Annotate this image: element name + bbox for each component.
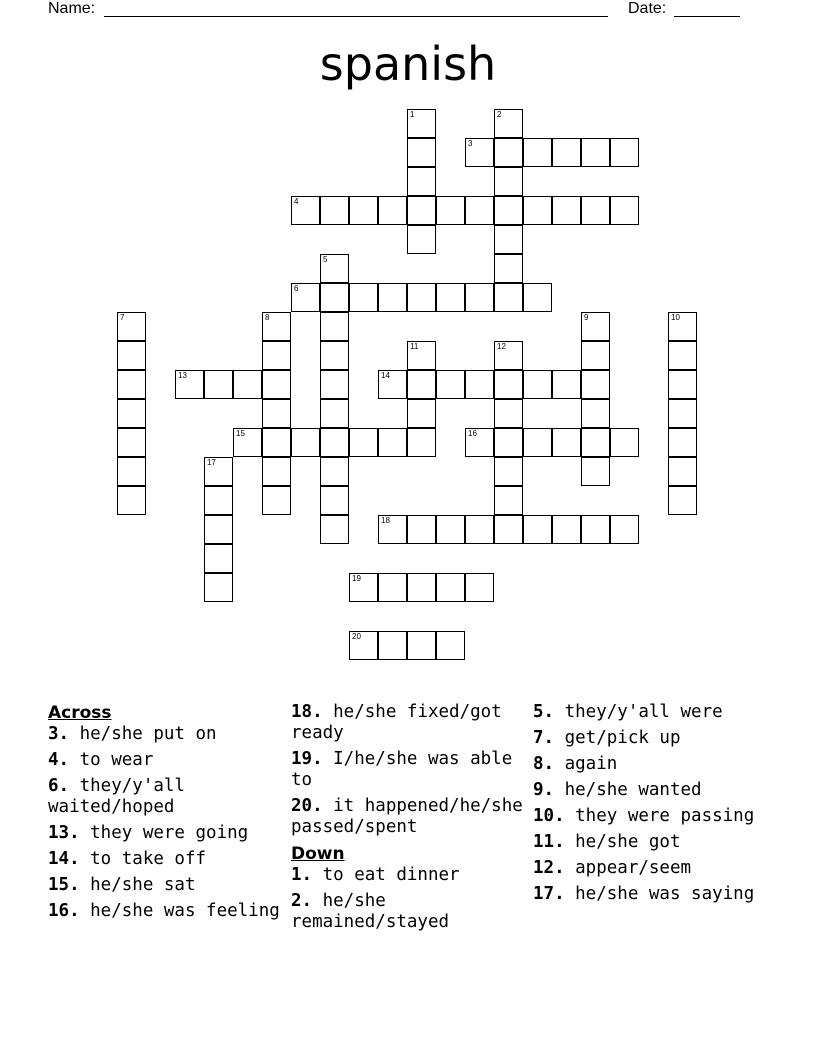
grid-cell[interactable] xyxy=(291,196,320,225)
grid-cell[interactable] xyxy=(378,631,407,660)
clue-item-text: he/she was feeling xyxy=(79,901,280,921)
clue-item-text: again xyxy=(554,754,618,774)
grid-cell[interactable] xyxy=(668,312,697,341)
clue-number: 17 xyxy=(207,458,216,467)
clue-item xyxy=(533,754,773,775)
grid-cell[interactable] xyxy=(436,573,465,602)
grid-cell[interactable] xyxy=(407,138,436,167)
grid-cell[interactable] xyxy=(465,428,494,457)
grid-cell[interactable] xyxy=(407,341,436,370)
grid-cell[interactable] xyxy=(262,370,291,399)
grid-cell[interactable] xyxy=(581,515,610,544)
grid-cell[interactable] xyxy=(320,312,349,341)
grid-cell[interactable] xyxy=(523,370,552,399)
grid-cell[interactable] xyxy=(349,428,378,457)
clue-number: 20 xyxy=(352,632,361,641)
grid-cell[interactable] xyxy=(494,370,523,399)
grid-cell[interactable] xyxy=(668,370,697,399)
grid-cell[interactable] xyxy=(494,225,523,254)
grid-cell[interactable] xyxy=(581,138,610,167)
grid-cell[interactable] xyxy=(320,254,349,283)
clue-item-number: 18. xyxy=(291,702,323,722)
clue-item xyxy=(291,796,523,838)
clue-item xyxy=(48,901,280,922)
grid-cell[interactable] xyxy=(494,283,523,312)
grid-cell[interactable] xyxy=(407,167,436,196)
grid-cell[interactable] xyxy=(436,515,465,544)
grid-cell[interactable] xyxy=(204,486,233,515)
grid-cell[interactable] xyxy=(581,370,610,399)
grid-cell[interactable] xyxy=(494,196,523,225)
clue-number: 11 xyxy=(410,342,419,351)
clue-number: 2 xyxy=(497,110,502,119)
clue-number: 16 xyxy=(468,429,477,438)
grid-cell[interactable] xyxy=(494,138,523,167)
down-clue-list-continued xyxy=(533,702,773,905)
clue-item xyxy=(291,749,523,791)
grid-cell[interactable] xyxy=(262,457,291,486)
grid-cell[interactable] xyxy=(320,428,349,457)
grid-cell[interactable] xyxy=(320,370,349,399)
grid-cell[interactable] xyxy=(436,370,465,399)
grid-cell[interactable] xyxy=(204,370,233,399)
grid-cell[interactable] xyxy=(117,370,146,399)
grid-cell[interactable] xyxy=(436,283,465,312)
grid-cell[interactable] xyxy=(117,486,146,515)
grid-cell[interactable] xyxy=(378,196,407,225)
clue-number: 4 xyxy=(294,197,299,206)
grid-cell[interactable] xyxy=(465,196,494,225)
grid-cell[interactable] xyxy=(552,138,581,167)
clue-item-text: to wear xyxy=(69,750,154,770)
clue-item-text: he/she fixed/got ready xyxy=(291,702,502,743)
grid-cell[interactable] xyxy=(465,515,494,544)
grid-cell[interactable] xyxy=(320,196,349,225)
clue-item-text: they/y'all were xyxy=(554,702,723,722)
grid-cell[interactable] xyxy=(610,428,639,457)
clue-number: 3 xyxy=(468,139,473,148)
grid-cell[interactable] xyxy=(552,196,581,225)
date-label: Date: xyxy=(628,0,667,17)
name-label: Name: xyxy=(48,0,96,17)
clue-item-text: they/y'all waited/hoped xyxy=(48,776,185,817)
grid-cell[interactable] xyxy=(494,428,523,457)
grid-cell[interactable] xyxy=(378,428,407,457)
grid-cell[interactable] xyxy=(494,254,523,283)
clue-item xyxy=(533,702,773,723)
grid-cell[interactable] xyxy=(407,109,436,138)
clue-item-text: to eat dinner xyxy=(312,865,460,885)
clue-number: 9 xyxy=(584,313,589,322)
grid-cell[interactable] xyxy=(204,544,233,573)
clue-item-text: appear/seem xyxy=(564,858,692,878)
grid-cell[interactable] xyxy=(610,515,639,544)
clue-number: 1 xyxy=(410,110,415,119)
grid-cell[interactable] xyxy=(494,167,523,196)
grid-cell[interactable] xyxy=(262,486,291,515)
grid-cell[interactable] xyxy=(465,138,494,167)
grid-cell[interactable] xyxy=(117,341,146,370)
grid-cell[interactable] xyxy=(668,399,697,428)
grid-cell[interactable] xyxy=(668,341,697,370)
clue-item-number: 16. xyxy=(48,901,80,921)
grid-cell[interactable] xyxy=(407,370,436,399)
grid-cell[interactable] xyxy=(407,399,436,428)
clue-item xyxy=(48,849,280,870)
clue-item-text: they were passing xyxy=(564,806,755,826)
clue-item-number: 14. xyxy=(48,849,80,869)
grid-cell[interactable] xyxy=(494,109,523,138)
grid-cell[interactable] xyxy=(494,457,523,486)
clue-number: 15 xyxy=(236,429,245,438)
clue-item xyxy=(533,884,773,905)
clue-item-number: 5. xyxy=(533,702,555,722)
grid-cell[interactable] xyxy=(494,486,523,515)
clue-item-text: he/she sat xyxy=(79,875,196,895)
grid-cell[interactable] xyxy=(233,428,262,457)
clue-item-text: he/she remained/stayed xyxy=(291,891,450,932)
grid-cell[interactable] xyxy=(407,428,436,457)
clue-item-number: 3. xyxy=(48,724,70,744)
clue-item xyxy=(291,865,523,886)
grid-cell[interactable] xyxy=(523,515,552,544)
down-heading: Down xyxy=(291,844,345,864)
clue-item-number: 2. xyxy=(291,891,313,911)
clue-item xyxy=(533,728,773,749)
grid-cell[interactable] xyxy=(494,399,523,428)
grid-cell[interactable] xyxy=(581,399,610,428)
clue-number: 6 xyxy=(294,284,299,293)
grid-cell[interactable] xyxy=(233,370,262,399)
grid-cell[interactable] xyxy=(668,428,697,457)
clue-item-number: 6. xyxy=(48,776,70,796)
clue-number: 7 xyxy=(120,313,125,322)
clue-item-number: 20. xyxy=(291,796,323,816)
clue-item-number: 4. xyxy=(48,750,70,770)
grid-cell[interactable] xyxy=(291,283,320,312)
clues-column-1 xyxy=(48,702,280,927)
grid-cell[interactable] xyxy=(117,312,146,341)
clue-item xyxy=(533,858,773,879)
grid-cell[interactable] xyxy=(378,515,407,544)
grid-cell[interactable] xyxy=(581,196,610,225)
clue-item xyxy=(48,724,280,745)
grid-cell[interactable] xyxy=(349,573,378,602)
clue-item-number: 12. xyxy=(533,858,565,878)
grid-cell[interactable] xyxy=(320,399,349,428)
grid-cell[interactable] xyxy=(523,138,552,167)
across-clue-list-continued xyxy=(291,702,523,838)
grid-cell[interactable] xyxy=(465,283,494,312)
grid-cell[interactable] xyxy=(552,515,581,544)
grid-cell[interactable] xyxy=(407,573,436,602)
grid-cell[interactable] xyxy=(552,370,581,399)
clue-item xyxy=(291,891,523,933)
grid-cell[interactable] xyxy=(668,457,697,486)
grid-cell[interactable] xyxy=(465,573,494,602)
clue-item-text: they were going xyxy=(79,823,249,843)
clue-item xyxy=(48,823,280,844)
grid-cell[interactable] xyxy=(175,370,204,399)
grid-cell[interactable] xyxy=(494,341,523,370)
grid-cell[interactable] xyxy=(349,631,378,660)
clue-item xyxy=(48,776,280,818)
grid-cell[interactable] xyxy=(523,196,552,225)
clue-item-number: 19. xyxy=(291,749,323,769)
grid-cell[interactable] xyxy=(407,196,436,225)
grid-cell[interactable] xyxy=(407,631,436,660)
across-heading: Across xyxy=(48,703,112,723)
clue-item xyxy=(533,832,773,853)
clue-item-text: he/she was saying xyxy=(564,884,755,904)
clue-item-number: 11. xyxy=(533,832,565,852)
grid-cell[interactable] xyxy=(581,457,610,486)
grid-cell[interactable] xyxy=(378,283,407,312)
grid-cell[interactable] xyxy=(262,399,291,428)
clue-number: 8 xyxy=(265,313,270,322)
clue-item xyxy=(533,806,773,827)
across-clue-list xyxy=(48,724,280,922)
grid-cell[interactable] xyxy=(117,399,146,428)
grid-cell[interactable] xyxy=(291,428,320,457)
grid-cell[interactable] xyxy=(465,370,494,399)
clue-item-text: get/pick up xyxy=(554,728,681,748)
clue-number: 5 xyxy=(323,255,328,264)
clue-item-number: 13. xyxy=(48,823,80,843)
clue-item-number: 1. xyxy=(291,865,313,885)
grid-cell[interactable] xyxy=(523,283,552,312)
puzzle-title: spanish xyxy=(319,37,497,91)
clue-number: 13 xyxy=(178,371,187,380)
clue-number: 14 xyxy=(381,371,390,380)
grid-cell[interactable] xyxy=(581,428,610,457)
grid-cell[interactable] xyxy=(610,138,639,167)
grid-cell[interactable] xyxy=(117,428,146,457)
clue-item xyxy=(48,875,280,896)
clue-item-text: it happened/he/she passed/spent xyxy=(291,796,523,837)
down-clue-list xyxy=(291,865,523,933)
grid-cell[interactable] xyxy=(349,196,378,225)
clue-item-number: 10. xyxy=(533,806,565,826)
grid-cell[interactable] xyxy=(262,312,291,341)
grid-cell[interactable] xyxy=(407,515,436,544)
grid-cell[interactable] xyxy=(262,341,291,370)
clues-column-2 xyxy=(291,702,523,938)
clue-item-number: 15. xyxy=(48,875,80,895)
clue-item xyxy=(48,750,280,771)
clue-item-text: he/she wanted xyxy=(554,780,702,800)
clue-item xyxy=(291,702,523,744)
grid-cell[interactable] xyxy=(320,283,349,312)
grid-cell[interactable] xyxy=(378,573,407,602)
grid-cell[interactable] xyxy=(320,341,349,370)
grid-cell[interactable] xyxy=(523,428,552,457)
grid-cell[interactable] xyxy=(436,631,465,660)
clue-item-text: he/she put on xyxy=(69,724,217,744)
clue-number: 18 xyxy=(381,516,390,525)
clue-item-number: 17. xyxy=(533,884,565,904)
grid-cell[interactable] xyxy=(407,225,436,254)
grid-cell[interactable] xyxy=(378,370,407,399)
grid-cell[interactable] xyxy=(494,515,523,544)
clues-column-3 xyxy=(533,702,773,910)
grid-cell[interactable] xyxy=(349,283,378,312)
clue-item-number: 8. xyxy=(533,754,555,774)
clue-item xyxy=(533,780,773,801)
clue-number: 10 xyxy=(671,313,680,322)
grid-cell[interactable] xyxy=(117,457,146,486)
grid-cell[interactable] xyxy=(204,515,233,544)
grid-cell[interactable] xyxy=(320,515,349,544)
grid-cell[interactable] xyxy=(436,196,465,225)
clue-item-number: 7. xyxy=(533,728,555,748)
clue-item-number: 9. xyxy=(533,780,555,800)
grid-cell[interactable] xyxy=(610,196,639,225)
grid-cell[interactable] xyxy=(204,457,233,486)
grid-cell[interactable] xyxy=(668,486,697,515)
clue-number: 12 xyxy=(497,342,506,351)
grid-cell[interactable] xyxy=(262,428,291,457)
clue-item-text: I/he/she was able to xyxy=(291,749,513,790)
clue-item-text: to take off xyxy=(79,849,207,869)
clue-number: 19 xyxy=(352,574,361,583)
grid-cell[interactable] xyxy=(407,283,436,312)
grid-cell[interactable] xyxy=(581,312,610,341)
grid-cell[interactable] xyxy=(581,341,610,370)
grid-cell[interactable] xyxy=(204,573,233,602)
clue-item-text: he/she got xyxy=(564,832,681,852)
grid-cell[interactable] xyxy=(320,486,349,515)
grid-cell[interactable] xyxy=(320,457,349,486)
grid-cell[interactable] xyxy=(552,428,581,457)
